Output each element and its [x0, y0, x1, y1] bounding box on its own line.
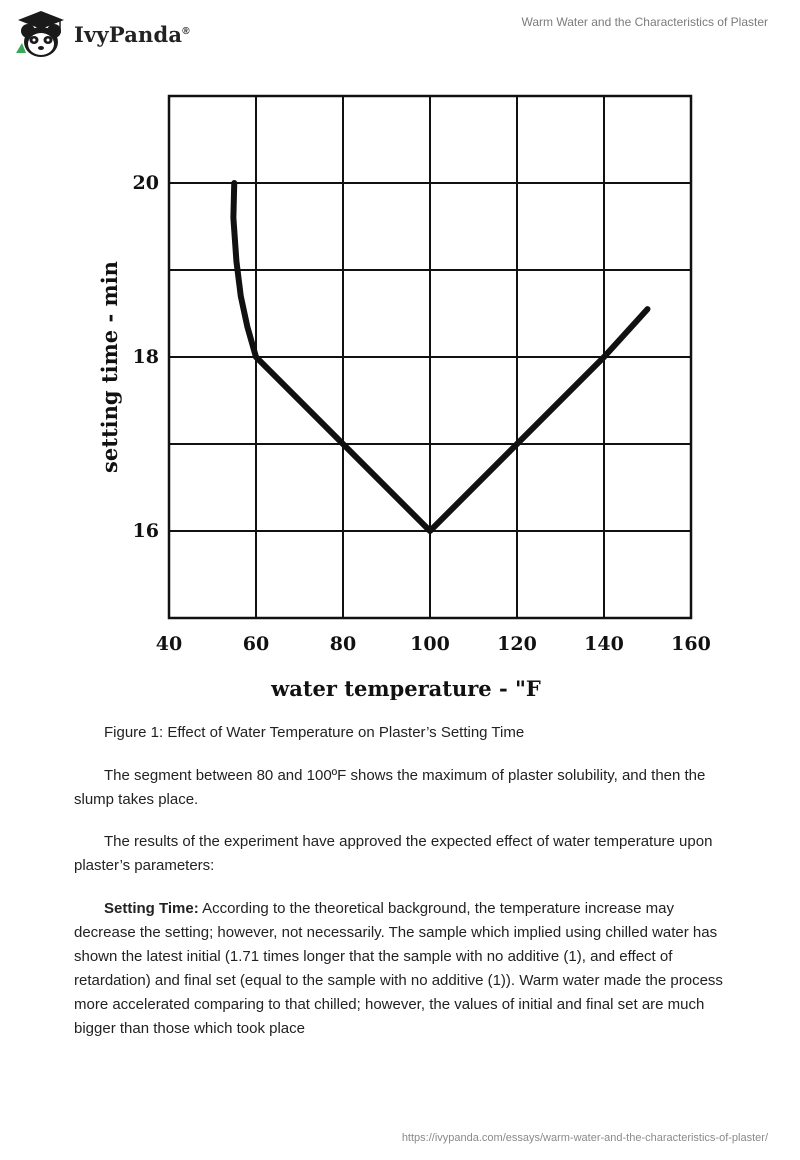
setting-time-label: Setting Time: [104, 900, 199, 917]
x-tick-label: 60 [242, 633, 270, 655]
y-tick-label: 18 [132, 346, 159, 368]
registered-mark: ® [182, 25, 190, 37]
source-url[interactable]: https://ivypanda.com/essays/warm-water-and-the-characteristics-of-plaster/ [401, 1132, 768, 1144]
y-tick-label: 16 [132, 520, 159, 542]
x-tick-label: 140 [584, 633, 624, 655]
ivypanda-logo[interactable] [14, 8, 204, 60]
panda-graduate-icon [14, 9, 68, 59]
paragraph-setting-time [74, 897, 734, 1041]
x-tick-label: 100 [410, 633, 450, 655]
y-tick-label: 20 [132, 172, 159, 194]
x-tick-label: 40 [155, 633, 183, 655]
page-header [0, 0, 800, 80]
paragraph-results: The results of the experiment have approved the expected effect of water temperature upon plaster’s parameters: [74, 833, 713, 874]
y-axis-label: setting time - min [97, 261, 122, 473]
setting-time-chart [95, 88, 725, 700]
x-tick-label: 160 [671, 633, 711, 655]
x-axis-label: water temperature - "F [271, 676, 541, 700]
x-tick-label: 120 [497, 633, 537, 655]
document-title: Warm Water and the Characteristics of Plaster [521, 15, 768, 29]
brand-name: IvyPanda [74, 21, 183, 47]
chart-svg [95, 88, 725, 700]
figure-caption: Figure 1: Effect of Water Temperature on Plaster’s Setting Time [104, 724, 525, 741]
x-tick-label: 80 [329, 633, 357, 655]
paragraph-segment: The segment between 80 and 100ºF shows the maximum of plaster solubility, and then the slump takes place. [74, 767, 706, 808]
setting-time-text: According to the theoretical background, the temperature increase may decrease the setting; however, not necessarily. The sample which implied using chilled water has shown the latest initial (1.71 times longer that the sample with no additive (1), and effect of retardation) and final set (equal to the sample with no additive (1)). Warm water made the process more accelerated comparing to that chilled; however, the values of initial and final set are much bigger than those which took place [74, 900, 723, 1037]
